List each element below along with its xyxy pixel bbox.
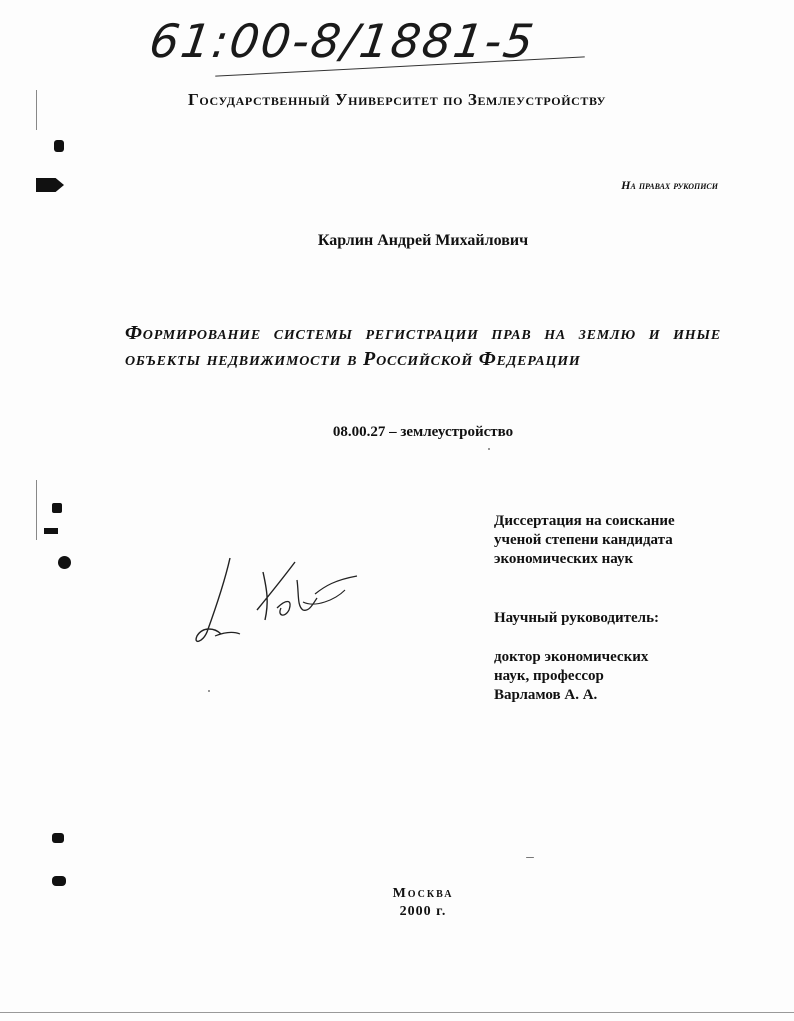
supervisor-line: наук, профессор bbox=[494, 668, 604, 684]
scan-artifact bbox=[58, 556, 71, 569]
archive-code-handwritten: 61:00-8/1881-5 bbox=[146, 14, 539, 68]
year: 2000 г. bbox=[399, 904, 447, 919]
scan-speck bbox=[526, 857, 534, 858]
scan-speck bbox=[208, 690, 210, 692]
degree-block bbox=[494, 512, 675, 569]
supervisor-name: Варламов А. А. bbox=[494, 687, 598, 703]
scan-edge-line bbox=[36, 480, 37, 540]
scan-artifact bbox=[52, 876, 66, 886]
scan-artifact bbox=[44, 528, 58, 534]
specialty-code: 08.00.27 – землеустройство bbox=[332, 424, 514, 440]
supervisor-line: доктор экономических bbox=[494, 649, 649, 665]
degree-line: Диссертация на соискание bbox=[494, 513, 675, 529]
rights-note: На правах рукописи bbox=[621, 178, 718, 192]
university-name: Государственный Университет по Землеустройству bbox=[187, 90, 607, 109]
signature-image bbox=[185, 550, 365, 660]
author-name: Карлин Андрей Михайлович bbox=[317, 232, 529, 249]
city: Москва bbox=[392, 886, 454, 901]
scan-artifact bbox=[54, 140, 64, 152]
degree-line: ученой степени кандидата bbox=[494, 532, 673, 548]
scan-speck bbox=[488, 448, 490, 450]
dissertation-title: Формирование системы регистрации прав на землю и иные объекты недвижимости в Российской Федерации bbox=[125, 322, 721, 370]
scan-artifact bbox=[52, 503, 62, 513]
page-bottom-edge bbox=[0, 1012, 794, 1013]
scan-edge-line bbox=[36, 90, 37, 130]
scan-artifact bbox=[36, 178, 64, 192]
supervisor-block bbox=[494, 648, 648, 705]
degree-line: экономических наук bbox=[494, 551, 634, 567]
supervisor-label: Научный руководитель: bbox=[494, 610, 659, 626]
scan-artifact bbox=[52, 833, 64, 843]
